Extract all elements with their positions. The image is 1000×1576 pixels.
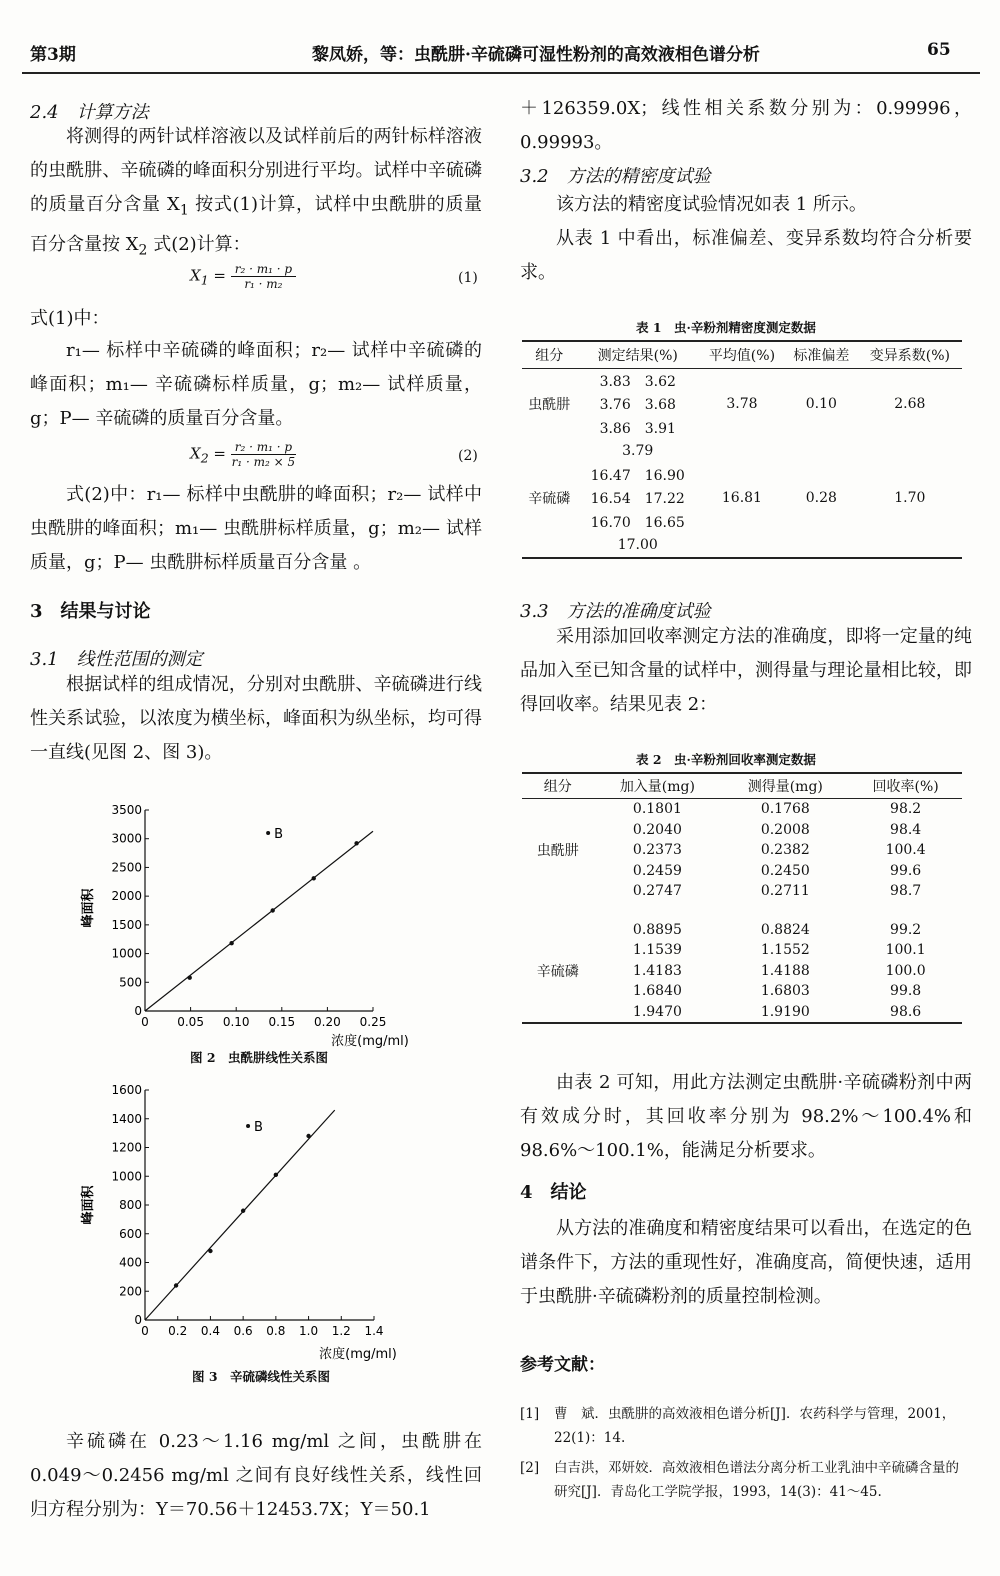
equation-1: $X_1$ = $\frac{\text{r₂ · m₁ · p}}{\text{r₁ · m₂}}$	[190, 262, 296, 291]
table-1-cell	[858, 416, 962, 440]
table-2-cell: 0.8895	[632, 921, 682, 938]
reference-number: [1]	[520, 1406, 540, 1422]
section-2-4-paragraph: 将测得的两针试样溶液以及试样前后的两针标样溶液的虫酰肼、辛硫磷的峰面积分别进行平均。试样中辛硫磷的质量百分含量 $X_1$ 按式(1)计算，试样中虫酰肼的质量百分含量按 $X_2$ 式(2)计算：	[30, 126, 483, 259]
x-tick-label: 0.25	[359, 1015, 387, 1029]
section-3-2-paragraph-2: 从表 1 中看出，标准偏差、变异系数均符合分析要求。	[520, 228, 972, 283]
table-2-cell: 0.1801	[632, 801, 682, 818]
annotation-label: B	[274, 826, 284, 842]
table-1-cell: 16.81	[721, 490, 762, 507]
table-2-cell: 1.9470	[632, 1003, 682, 1020]
y-tick-label: 1600	[111, 1083, 142, 1097]
y-tick-label: 1400	[111, 1111, 142, 1126]
x-tick-label: 0.15	[268, 1015, 296, 1029]
x-tick-label: 0.20	[314, 1015, 341, 1029]
table-2-cell: 1.1552	[760, 942, 810, 959]
table-1-cell	[858, 440, 962, 464]
table-2-cell: 98.4	[890, 821, 922, 838]
table-1-cell: 1.70	[894, 490, 926, 507]
table-2-cell: 1.6803	[760, 983, 810, 1000]
table-1-cell: 0.10	[805, 396, 837, 413]
data-point	[270, 908, 274, 912]
table-1-header-cell: 测定结果(%)	[577, 341, 699, 369]
table-2-cell	[522, 920, 593, 941]
table-2-row	[522, 1002, 962, 1024]
reference-text: 白吉洪，邓妍姣．高效液相色谱法分离分析工业乳油中辛硫磷含量的研究[J]．青岛化工学院学报，1993，14(3)：41～45.	[554, 1460, 959, 1500]
section-4-paragraph: 从方法的准确度和精密度结果可以看出，在选定的色谱条件下，方法的重现性好，准确度高，简便快速，适用于虫酰肼·辛硫磷粉剂的质量控制检测。	[520, 1218, 972, 1307]
table-2-cell: 0.2450	[760, 862, 810, 879]
x-tick-label: 1.4	[364, 1324, 384, 1338]
data-point	[306, 1134, 310, 1138]
references-list	[520, 1402, 972, 1510]
y-axis-label: 峰面积	[81, 1185, 96, 1225]
section-3-2-title: 3.2 方法的精密度试验	[520, 166, 711, 187]
table-2-cell: 1.9190	[760, 1003, 810, 1020]
table-2-cell: 1.4183	[632, 962, 682, 979]
table-1-cell: 3.76 3.68	[599, 397, 676, 414]
table-1-cell	[522, 416, 577, 440]
table-1-cell	[522, 463, 577, 487]
table-1-header-cell: 平均值(%)	[699, 341, 785, 369]
table-1-cell	[785, 463, 858, 487]
x-axis-label: 浓度(mg/ml)	[331, 1034, 409, 1049]
table-2-cell: 99.8	[890, 983, 922, 1000]
data-point	[187, 975, 191, 979]
header-rule	[22, 72, 980, 74]
y-tick-label: 0	[134, 1004, 142, 1018]
table-1-cell	[699, 416, 785, 440]
table-2-cell: 0.2711	[760, 883, 810, 900]
y-tick-label: 200	[119, 1284, 142, 1299]
table-1-cell	[699, 510, 785, 534]
table-2-row	[522, 961, 962, 982]
x-tick-label: 0.10	[222, 1015, 250, 1029]
table-2-header-cell: 组分	[522, 773, 593, 799]
x-tick-label: 0	[141, 1324, 149, 1338]
table-1-header-cell: 组分	[522, 341, 577, 369]
table-1-row	[522, 534, 962, 559]
section-3-3-conclusion: 由表 2 可知，用此方法测定虫酰肼·辛硫磷粉剂中两有效成分时，其回收率分别为 98.2%～100.4%和 98.6%～100.1%，能满足分析要求。	[520, 1072, 972, 1161]
reference-item	[520, 1402, 972, 1450]
x-tick-label: 0	[141, 1015, 149, 1029]
table-2-row	[522, 940, 962, 961]
table-2-row	[522, 799, 962, 820]
figure-3-chart	[78, 1080, 438, 1370]
figure-2-chart	[78, 790, 438, 1060]
reference-number: [2]	[520, 1460, 540, 1476]
table-2-cell: 98.6	[890, 1003, 922, 1020]
y-tick-label: 2500	[111, 860, 142, 875]
y-tick-label: 400	[119, 1255, 142, 1270]
table-2-cell: 98.2	[890, 801, 922, 818]
table-2-cell: 99.2	[890, 921, 922, 938]
data-point	[312, 876, 316, 880]
figure-2-caption: 图 2 虫酰肼线性关系图	[190, 1050, 329, 1065]
table-2-cell: 0.2040	[632, 821, 682, 838]
table-1-cell	[785, 510, 858, 534]
table-1-cell: 3.79	[622, 443, 654, 460]
table-2-row	[522, 881, 962, 902]
equation-1-description: r₁— 标样中辛硫磷的峰面积；r₂— 试样中辛硫磷的峰面积；m₁— 辛硫磷标样质量，g；m₂— 试样质量，g；P— 辛硫磷的质量百分含量。	[30, 340, 482, 429]
annotation-label: B	[254, 1119, 263, 1135]
page-number: 65	[927, 40, 951, 60]
section-3-3-paragraph: 采用添加回收率测定方法的准确度，即将一定量的纯品加入至已知含量的试样中，测得量与理论量相比较，即得回收率。结果见表 2：	[520, 626, 972, 715]
table-2-cell: 100.0	[885, 962, 926, 979]
table-2-cell: 1.1539	[632, 942, 682, 959]
y-tick-label: 600	[119, 1226, 142, 1241]
equation-2-description: 式(2)中：r₁— 标样中虫酰肼的峰面积；r₂— 试样中虫酰肼的峰面积；m₁— 虫酰肼标样质量，g；m₂— 试样质量，g；P— 虫酰肼标样质量百分含量 。	[30, 484, 482, 573]
table-1-cell	[785, 369, 858, 393]
references-title: 参考文献：	[520, 1355, 605, 1375]
data-point	[229, 941, 233, 945]
table-2-cell	[522, 981, 593, 1002]
table-1-cell: 虫酰肼	[528, 397, 571, 414]
table-1-cell	[699, 369, 785, 393]
table-1-cell	[785, 416, 858, 440]
data-point	[241, 1209, 245, 1213]
table-1-cell	[699, 463, 785, 487]
table-2-header-row	[522, 773, 962, 799]
table-2-cell	[522, 861, 593, 882]
section-4-title: 4 结论	[520, 1182, 587, 1203]
table-1-row	[522, 416, 962, 440]
table-1-row	[522, 463, 962, 487]
table-2-cell: 99.6	[890, 862, 922, 879]
table-1-cell: 辛硫磷	[528, 491, 571, 508]
x-tick-label: 1.2	[331, 1324, 351, 1338]
table-1-cell	[522, 369, 577, 393]
table-1-cell	[699, 534, 785, 559]
table-2-cell: 100.1	[885, 942, 926, 959]
y-tick-label: 2000	[111, 889, 142, 904]
table-2-cell: 0.2382	[760, 842, 810, 859]
table-2-cell: 辛硫磷	[536, 963, 579, 980]
section-3-1-title: 3.1 线性范围的测定	[30, 649, 203, 670]
correlation-paragraph: ＋126359.0X；线性相关系数分别为：0.99996，0.99993。	[520, 98, 972, 153]
table-2-cell: 0.2373	[632, 842, 682, 859]
table-2-caption: 表 2 虫·辛粉剂回收率测定数据	[636, 752, 816, 767]
y-axis-label: 峰面积	[81, 888, 96, 928]
table-2-cell: 0.1768	[760, 801, 810, 818]
reference-item	[520, 1456, 972, 1504]
data-point	[274, 1173, 278, 1177]
table-2-row	[522, 820, 962, 841]
table-1-cell	[858, 510, 962, 534]
section-3-2-paragraph-1: 该方法的精密度试验情况如表 1 所示。	[556, 194, 867, 215]
table-2-cell	[522, 820, 593, 841]
table-1-cell	[522, 510, 577, 534]
x-tick-label: 0.2	[168, 1324, 188, 1338]
table-1-cell	[522, 440, 577, 464]
section-3-1-paragraph: 根据试样的组成情况，分别对虫酰肼、辛硫磷进行线性关系试验，以浓度为横坐标，峰面积为纵坐标，均可得一直线(见图 2、图 3)。	[30, 674, 482, 763]
data-point	[208, 1249, 212, 1253]
y-tick-label: 1000	[111, 1169, 142, 1184]
equation-1-number: (1)	[458, 270, 478, 286]
table-2-cell: 1.4188	[760, 962, 810, 979]
table-2-cell: 1.6840	[632, 983, 682, 1000]
table-2-cell	[522, 881, 593, 902]
table-2-cell	[522, 1002, 593, 1024]
table-2-cell: 0.2747	[632, 883, 682, 900]
table-1-cell	[858, 369, 962, 393]
table-2-header-cell: 回收率(%)	[849, 773, 962, 799]
table-2-header-cell: 测得量(mg)	[721, 773, 849, 799]
table-1-cell: 0.28	[805, 490, 837, 507]
header-issue: 第3期	[30, 45, 76, 65]
table-1-row	[522, 369, 962, 393]
header-title: 黎凤娇，等：虫酰肼·辛硫磷可湿性粉剂的高效液相色谱分析	[312, 45, 760, 65]
equation-1-where: 式(1)中：	[30, 308, 110, 329]
figure-3-caption: 图 3 辛硫磷线性关系图	[192, 1369, 331, 1384]
table-2-header-cell: 加入量(mg)	[593, 773, 721, 799]
section-2-4-title: 2.4 计算方法	[30, 102, 149, 123]
table-2-cell: 0.2008	[760, 821, 810, 838]
table-1-cell: 17.00	[617, 537, 658, 554]
table-1-cell	[699, 440, 785, 464]
table-2-spacer	[522, 902, 962, 920]
fit-line	[145, 831, 373, 1011]
x-tick-label: 0.4	[200, 1324, 220, 1338]
table-2-cell	[522, 799, 593, 820]
table-1-cell: 2.68	[894, 396, 926, 413]
table-1-header-cell: 标准偏差	[785, 341, 858, 369]
table-1-cell	[858, 463, 962, 487]
table-1-cell	[785, 440, 858, 464]
table-1-header-row	[522, 341, 962, 369]
y-tick-label: 3000	[111, 831, 142, 846]
table-2-cell	[522, 940, 593, 961]
x-tick-label: 0.6	[233, 1324, 253, 1338]
y-tick-label: 1500	[111, 917, 142, 932]
table-1-row	[522, 440, 962, 464]
reference-text: 曹 斌．虫酰肼的高效液相色谱分析[J]．农药科学与管理，2001，22(1)：14.	[554, 1406, 956, 1446]
table-1-cell: 3.78	[726, 396, 758, 413]
table-1-row	[522, 510, 962, 534]
table-2-cell: 虫酰肼	[536, 843, 579, 860]
table-1	[522, 340, 962, 559]
regression-paragraph: 辛硫磷在 0.23～1.16 mg/ml 之间，虫酰肼在 0.049～0.2456 mg/ml 之间有良好线性关系，线性回归方程分别为：Y＝70.56＋12453.7X；Y＝50.1	[30, 1431, 482, 1520]
table-2-row	[522, 861, 962, 882]
y-tick-label: 1200	[111, 1140, 142, 1155]
equation-2: $X_2$ = $\frac{\text{r₂ · m₁ · p}}{\text{r₁ · m₂ × 5}}$	[190, 440, 296, 469]
x-tick-label: 0.8	[266, 1324, 286, 1338]
fit-line	[145, 1110, 335, 1320]
x-tick-label: 1.0	[299, 1324, 319, 1338]
y-tick-label: 800	[119, 1198, 142, 1212]
table-1-cell: 3.86 3.91	[599, 420, 676, 437]
table-1-cell	[522, 534, 577, 559]
y-tick-label: 500	[119, 975, 142, 990]
y-tick-label: 0	[134, 1313, 142, 1327]
section-3-title: 3 结果与讨论	[30, 601, 151, 622]
table-2	[522, 772, 962, 1024]
table-1-cell: 16.47 16.90	[590, 467, 685, 484]
table-2-cell: 100.4	[885, 842, 926, 859]
annotation-point	[246, 1124, 250, 1128]
table-2-cell: 98.7	[890, 883, 922, 900]
table-1-cell	[785, 534, 858, 559]
table-2-cell: 0.8824	[760, 921, 810, 938]
y-tick-label: 1000	[111, 946, 142, 961]
section-3-3-title: 3.3 方法的准确度试验	[520, 601, 711, 622]
x-tick-label: 0.05	[177, 1015, 204, 1029]
table-1-row	[522, 487, 962, 511]
table-2-row	[522, 920, 962, 941]
table-1-cell: 16.70 16.65	[590, 514, 685, 531]
table-1-cell: 3.83 3.62	[599, 373, 676, 390]
data-point	[174, 1283, 178, 1287]
y-tick-label: 3500	[111, 803, 142, 817]
table-2-row	[522, 840, 962, 861]
data-point	[354, 841, 358, 845]
table-1-cell: 16.54 17.22	[590, 491, 685, 508]
table-1-row	[522, 393, 962, 417]
table-1-cell	[858, 534, 962, 559]
annotation-point	[266, 831, 270, 835]
table-2-row	[522, 981, 962, 1002]
table-1-caption: 表 1 虫·辛粉剂精密度测定数据	[636, 320, 816, 335]
table-1-header-cell: 变异系数(%)	[858, 341, 962, 369]
equation-2-number: (2)	[458, 448, 478, 464]
x-axis-label: 浓度(mg/ml)	[319, 1347, 397, 1362]
table-2-cell: 0.2459	[632, 862, 682, 879]
